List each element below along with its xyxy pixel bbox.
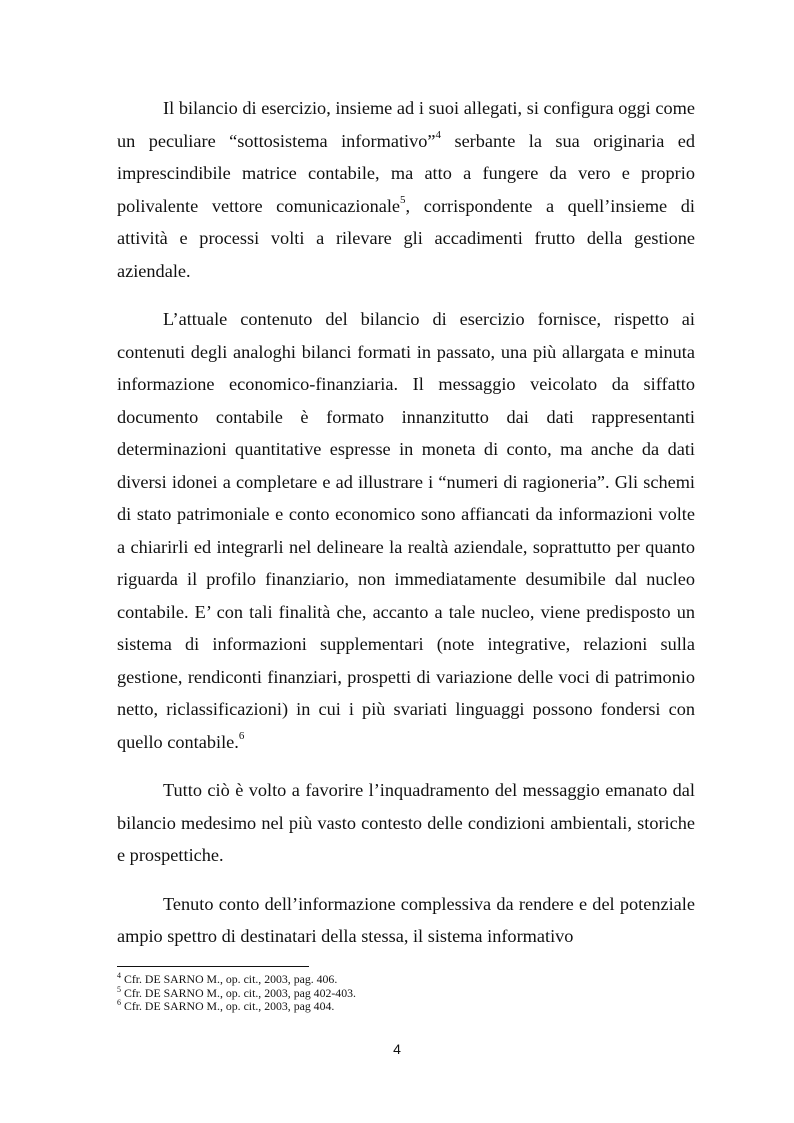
paragraph-4 [117,888,695,953]
footnote-ref: 6 [238,730,245,743]
footnote-number: 5 [117,984,121,994]
paragraph-2 [117,303,695,758]
page-number: 4 [393,1041,401,1057]
footnote-text: Cfr. DE SARNO M., op. cit., 2003, pag 404. [121,999,335,1014]
paragraph-3 [117,774,695,872]
text-run: , corrispondente a quell’insieme di attività e processi volti a rilevare gli accadimenti frutto della gestione aziendale. [117,195,695,281]
footnotes [117,966,695,1014]
paragraph-1 [117,92,695,287]
footnote-separator [117,966,309,967]
footnote-6 [117,1000,695,1014]
body-text [117,92,695,969]
footnote-text: Cfr. DE SARNO M., op. cit., 2003, pag 402-403. [121,985,356,1000]
footnote-number: 6 [117,998,121,1008]
text-run: Tutto ciò è volto a favorire l’inquadramento del messaggio emanato dal bilancio medesimo nel più vasto contesto delle condizioni ambientali, storiche e prospettiche. [117,780,695,865]
footnote-text: Cfr. DE SARNO M., op. cit., 2003, pag. 406. [121,972,338,986]
text-run: L’attuale contenuto del bilancio di esercizio fornisce, rispetto ai contenuti degli analoghi bilanci formati in passato, una più allargata e minuta informazione economico-finanziaria. Il messaggio veicolato da siffatto documento contabile è formato innanzitutto dai dati rappresentanti determinazioni quantitative espresse in moneta di conto, ma anche da dati diversi idonei a completare e ad illustrare i “numeri di ragioneria”. Gli schemi di stato patrimoniale e conto economico sono affiancati da informazioni volte a chiarirli ed integrarli nel delineare la realtà aziendale, soprattutto per quanto riguarda il profilo finanziario, non immediatamente desumibile dal nucleo contabile. E’ con tali finalità che, accanto a tale nucleo, viene predisposto un sistema di informazioni supplementari (note integrative, relazioni sulla gestione, rendiconti finanziari, prospetti di variazione delle voci di patrimonio netto, riclassificazioni) in cui i più svariati linguaggi possono fondersi con quello contabile. [117,309,695,752]
text-run: Tenuto conto dell’informazione complessiva da rendere e del potenziale ampio spettro di destinatari della stessa, il sistema informativo [117,893,695,946]
footnote-ref: 5 [400,194,406,207]
text-run: Il bilancio di esercizio, insieme ad i suoi allegati, si configura oggi come un peculiare “sottosistema informativo” [117,98,695,151]
footnote-ref: 4 [435,129,442,142]
text-run: serbante la sua originaria ed imprescindibile matrice contabile, ma atto a fungere da vero e proprio polivalente vettore comunicazionale [117,130,695,216]
footnote-number: 4 [117,971,121,981]
footnote-4 [117,973,695,987]
